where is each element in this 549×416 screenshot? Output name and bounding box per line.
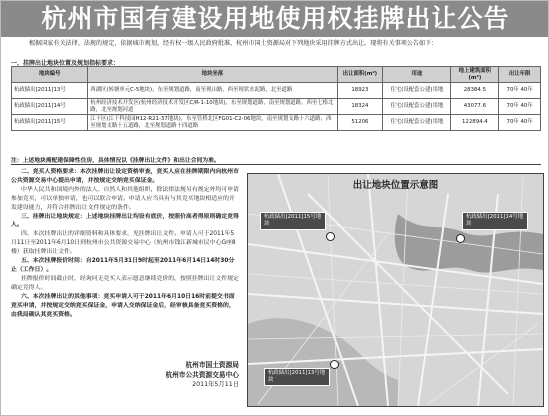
page-title: 杭州市国有建设用地使用权挂牌出让公告 (41, 4, 510, 33)
issuer-name: 杭州市国土资源局 (185, 361, 239, 369)
map-pin-icon (330, 360, 339, 369)
column-header: 地块坐落 (88, 67, 337, 83)
table-row (12, 83, 541, 99)
map-callout-13: 杭政储出[2011]13号地块 (264, 368, 330, 386)
signature-block (61, 360, 239, 390)
body-paragraph: 挂牌报价时间截止时，经询问无竞买人表示愿意继续竞价的，按照挂牌出让文件规定确定竞得人。 (11, 275, 239, 291)
plots-table (11, 66, 541, 131)
table-cell: 住宅(设配套公建)用地 (383, 115, 451, 131)
column-header: 地块编号 (12, 67, 88, 83)
issue-date: 2011年5月11日 (192, 381, 239, 388)
body-paragraph: 三、挂牌出让地块规定：上述地块挂牌出让均设有底价，按照价高者得原则确定竞得人。 (11, 213, 239, 229)
map-pin-icon (456, 234, 465, 243)
divider (11, 164, 541, 165)
body-paragraph: 六、本次挂牌出让的其他事项：竞买申请人可于2011年6月10日16时前提交书面竞买申请，并按规定交纳竞买保证金，申请人交纳保证金后，经审核具备竞买资格的，由我局确认其竞买资格。 (11, 293, 235, 318)
table-cell: 18923 (337, 83, 383, 99)
table-cell: 51206 (337, 115, 383, 131)
body-paragraph: 四、本次挂牌出让的详细资料和具体要求，见挂牌出让文件。申请人可于2011年5月11日至2011年6月10日到杭州市公共资源交易中心（杭州市钱江新城市民中心G座8楼）获取挂牌出让文件。 (11, 231, 236, 256)
body-paragraph: 二、竞买人资格要求：本次挂牌出让设定资格审查，竞买人应在挂牌期限内向杭州市公共资源交易中心提出申请，并按规定交纳竞买保证金。 (11, 169, 239, 184)
table-cell: 西湖区(转塘单元C-5地块)，东至规划道路，南至现山路，西至现状水泥路，北至道路 (88, 83, 337, 99)
table-cell: 18324 (337, 99, 383, 115)
table-cell: 住宅(设配套公建)用地 (383, 83, 451, 99)
location-map (247, 173, 544, 407)
column-header: 出让年限 (499, 67, 541, 83)
table-row (12, 115, 541, 131)
map-title: 出让地块位置示意图 (352, 180, 439, 191)
table-cell: 70年 40年 (499, 99, 541, 115)
table-cell: 杭政储出[2011]15号 (12, 115, 88, 131)
column-header: 地上建筑面积(m²) (451, 67, 499, 83)
table-cell: 122894.4 (451, 115, 499, 131)
table-cell: 杭州经济技术开发区(杭州经济技术开发区C/R-1-10地块)，东至规划道路，南至规划道路，西至七格北路，北至规划河道 (88, 99, 337, 115)
table-cell: 28384.5 (451, 83, 499, 99)
table-cell: 70年 40年 (499, 83, 541, 99)
table-note: 注：上述地块需配建保障性住房，具体情况以《挂牌出让文件》和出让合同为准。 (11, 158, 220, 164)
issuer-name: 杭州市公共资源交易中心 (165, 371, 239, 379)
body-paragraph: 五、本次挂牌报价时间：自2011年5月31日9时起至2011年6月14日14时30分止（工作日）。 (11, 258, 235, 273)
column-header: 用途 (383, 67, 451, 83)
table-cell: 杭政储出[2011]14号 (12, 99, 88, 115)
map-pin-icon (326, 232, 335, 241)
column-header: 出让面积(m²) (337, 67, 383, 83)
section1-heading: 一、挂牌出让地块位置及规划指标要求： (11, 60, 120, 67)
map-callout-15: 杭政储出[2011]15号地块 (260, 212, 326, 230)
table-row (12, 99, 541, 115)
table-header-row (12, 67, 541, 83)
table-cell: 43077.6 (451, 99, 499, 115)
table-cell: 住宅(设配套公建)用地 (383, 99, 451, 115)
map-callout-14: 杭政储出[2011]14号地块 (462, 212, 528, 230)
announcement-body (11, 168, 239, 319)
body-paragraph: 中华人民共和国境内外的法人、自然人和其他组织，除法律法规另有规定外均可申请参加竞买，可以单独申请，也可以联合申请。申请人应当具有与其竞买地块相适应的开发建设能力，并符合挂牌出让文件规定的条件。 (11, 186, 239, 211)
intro-paragraph: 根据国家有关法律、法规的规定，依据城市规划，经有权一级人民政府批准，杭州市国土资源局对下列地块采用挂牌方式出让。现将有关事项公告如下： (29, 40, 438, 47)
title-banner (1, 1, 549, 37)
table-cell: 江干区(江干科技园H12-R21-37地块)，东至管桥北区FG01-C2-06地块，南至规划支路十六道路，西至规划支路十五道路，北至规划道路十四道路 (88, 115, 337, 131)
table-cell: 杭政储出[2011]13号 (12, 83, 88, 99)
table-cell: 70年 40年 (499, 115, 541, 131)
